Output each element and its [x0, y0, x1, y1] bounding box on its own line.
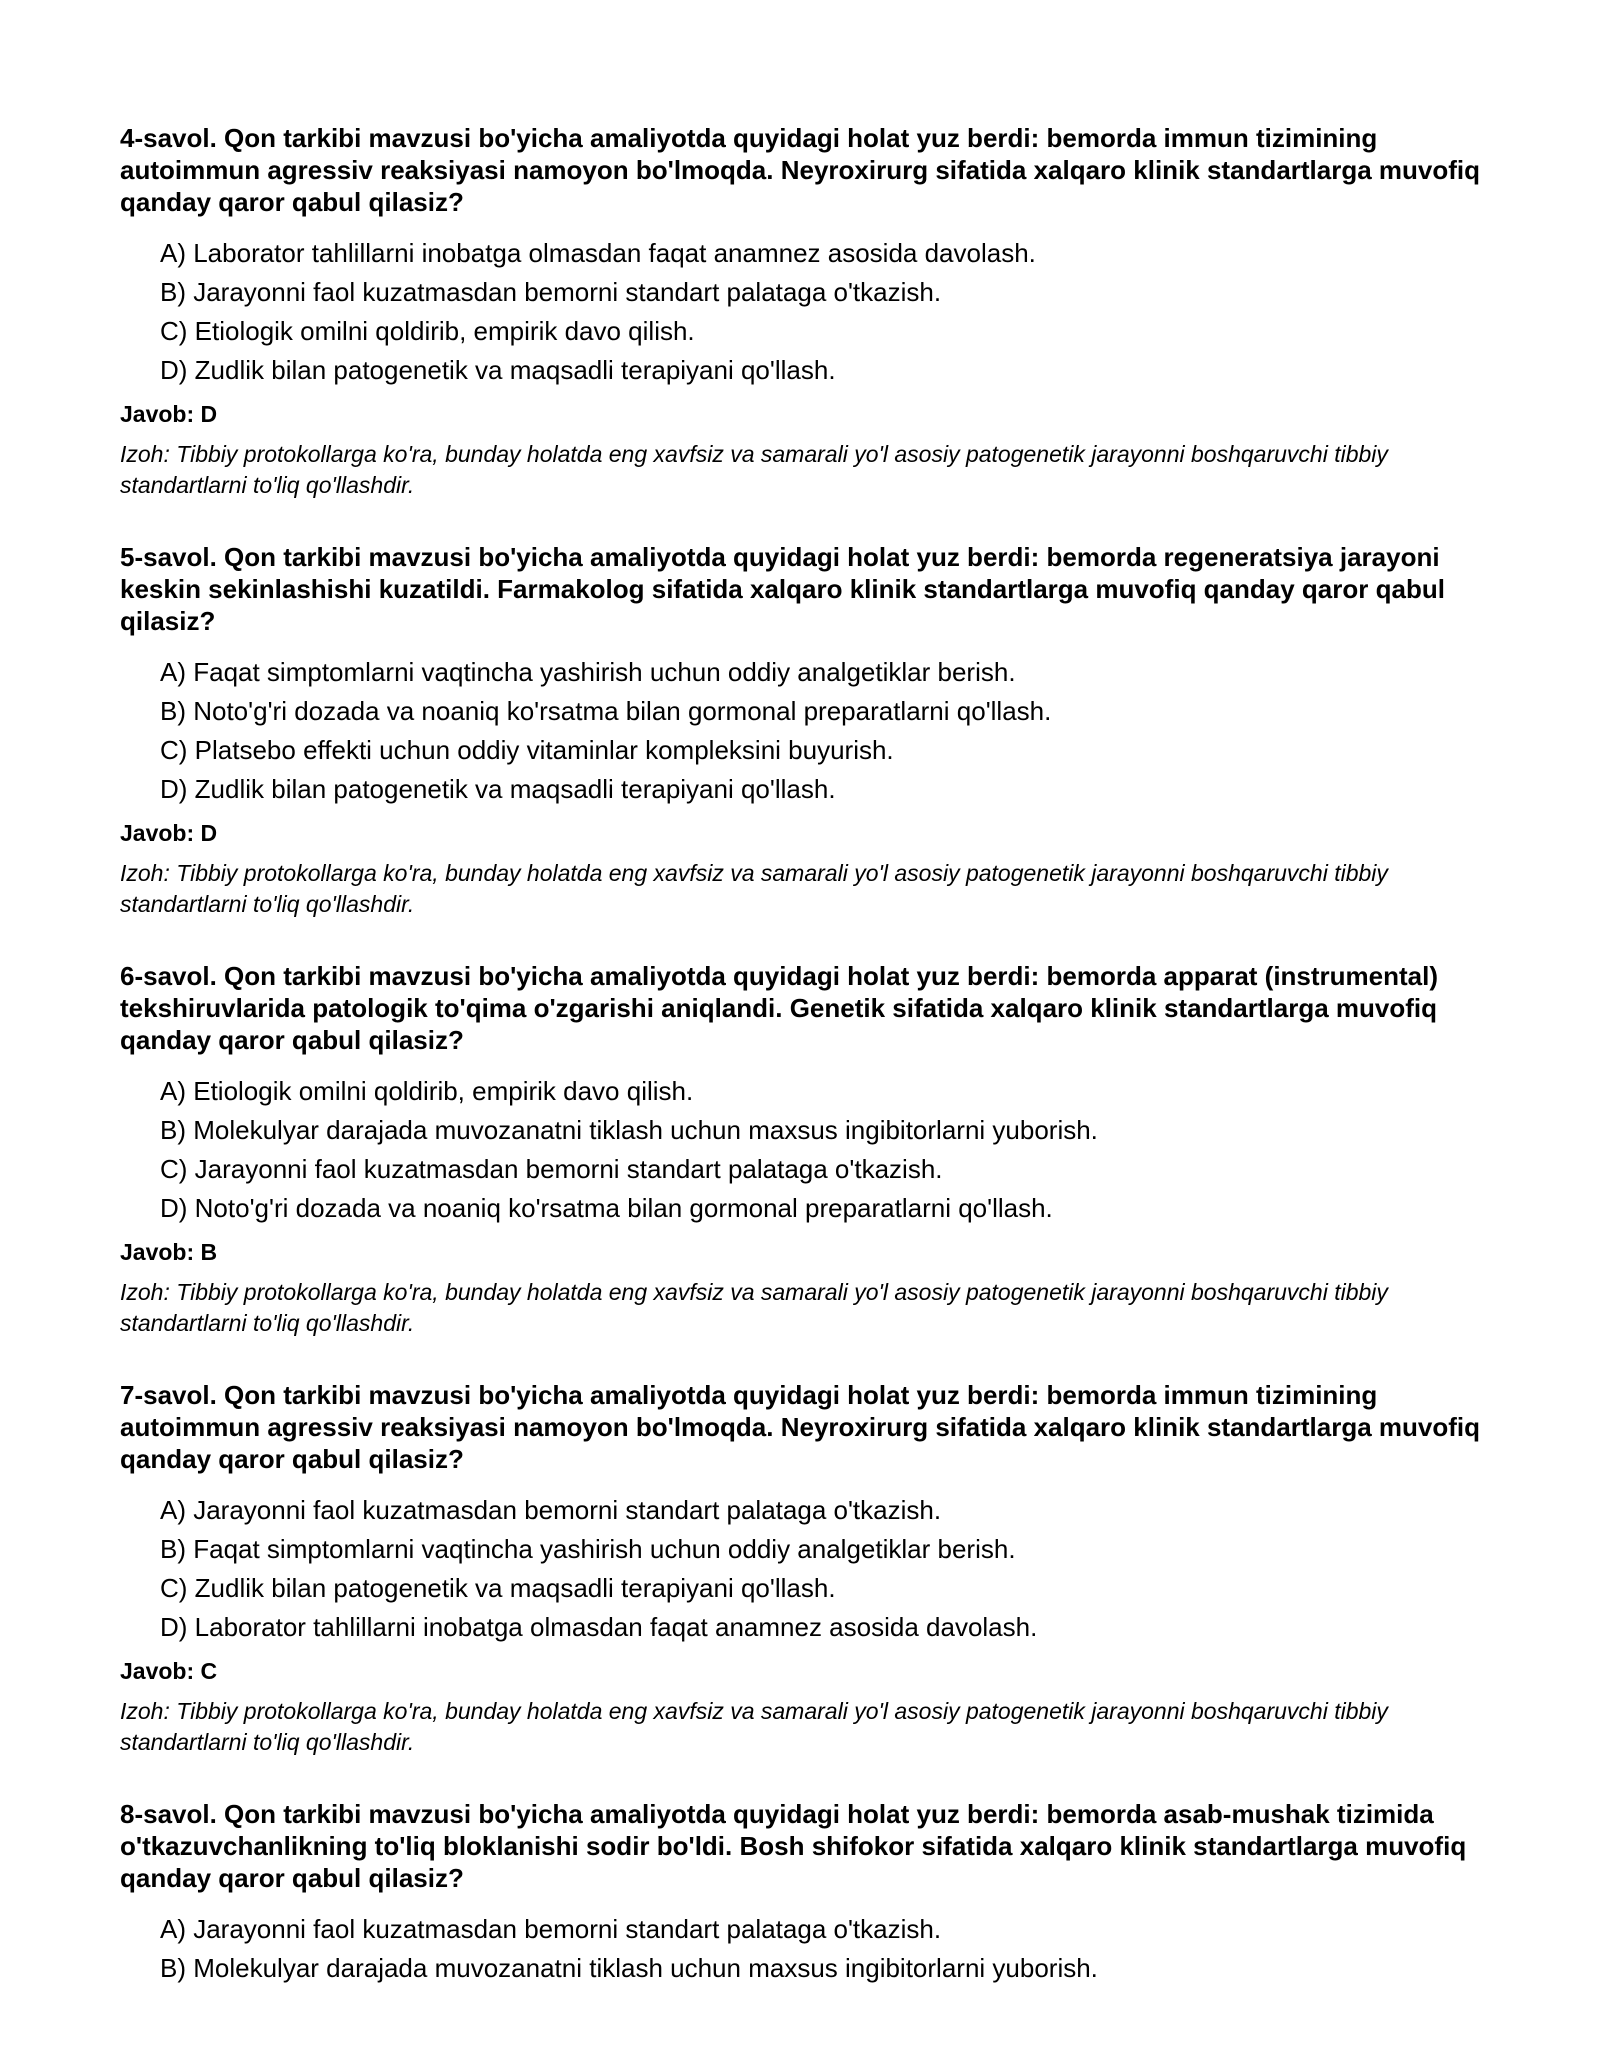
option-b: B) Molekulyar darajada muvozanatni tiklash uchun maxsus ingibitorlarni yuborish.	[160, 1115, 1098, 1145]
question-title: 5-savol. Qon tarkibi mavzusi bo'yicha amaliyotda quyidagi holat yuz berdi: bemorda regeneratsiya jarayoni keskin sekinlashishi kuzatildi. Farmakolog sifatida xalqaro klinik standartlarga muvofiq qanday qaror qabul qilasiz?	[120, 542, 1445, 636]
question-5	[120, 541, 1490, 920]
question-7	[120, 1379, 1490, 1758]
option-b: B) Noto'g'ri dozada va noaniq ko'rsatma bilan gormonal preparatlarni qo'llash.	[160, 696, 1052, 726]
question-title: 4-savol. Qon tarkibi mavzusi bo'yicha amaliyotda quyidagi holat yuz berdi: bemorda immun tizimining autoimmun agressiv reaksiyasi namoyon bo'lmoqda. Neyroxirurg sifatida xalqaro klinik standartlarga muvofiq qanday qaror qabul qilasiz?	[120, 123, 1481, 217]
answer: Javob: D	[120, 401, 218, 427]
option-b: B) Jarayonni faol kuzatmasdan bemorni standart palataga o'tkazish.	[160, 277, 942, 307]
options-list	[120, 1072, 1490, 1228]
option-c: C) Zudlik bilan patogenetik va maqsadli terapiyani qo'llash.	[160, 1573, 836, 1603]
options-list	[120, 653, 1490, 809]
answer: Javob: B	[120, 1239, 218, 1265]
answer: Javob: D	[120, 820, 218, 846]
option-b: B) Faqat simptomlarni vaqtincha yashirish uchun oddiy analgetiklar berish.	[160, 1534, 1016, 1564]
options-list	[120, 234, 1490, 390]
explanation: Izoh: Tibbiy protokollarga ko'ra, bunday holatda eng xavfsiz va samarali yo'l asosiy patogenetik jarayonni boshqaruvchi tibbiy standartlarni to'liq qo'llashdir.	[120, 1698, 1388, 1755]
option-a: A) Jarayonni faol kuzatmasdan bemorni standart palataga o'tkazish.	[160, 1495, 942, 1525]
option-d: D) Zudlik bilan patogenetik va maqsadli terapiyani qo'llash.	[160, 774, 836, 804]
option-a: A) Etiologik omilni qoldirib, empirik davo qilish.	[160, 1076, 694, 1106]
options-list	[120, 1491, 1490, 1647]
question-6	[120, 960, 1490, 1339]
option-a: A) Jarayonni faol kuzatmasdan bemorni standart palataga o'tkazish.	[160, 1914, 942, 1944]
option-a: A) Faqat simptomlarni vaqtincha yashirish uchun oddiy analgetiklar berish.	[160, 657, 1016, 687]
option-d: D) Laborator tahlillarni inobatga olmasdan faqat anamnez asosida davolash.	[160, 1612, 1038, 1642]
option-d: D) Zudlik bilan patogenetik va maqsadli terapiyani qo'llash.	[160, 355, 836, 385]
option-b: B) Molekulyar darajada muvozanatni tiklash uchun maxsus ingibitorlarni yuborish.	[160, 1953, 1098, 1983]
question-title: 8-savol. Qon tarkibi mavzusi bo'yicha amaliyotda quyidagi holat yuz berdi: bemorda asab-mushak tizimida o'tkazuvchanlikning to'liq bloklanishi sodir bo'ldi. Bosh shifokor sifatida xalqaro klinik standartlarga muvofiq qanday qaror qabul qilasiz?	[120, 1799, 1467, 1893]
answer: Javob: C	[120, 1658, 218, 1684]
question-title: 7-savol. Qon tarkibi mavzusi bo'yicha amaliyotda quyidagi holat yuz berdi: bemorda immun tizimining autoimmun agressiv reaksiyasi namoyon bo'lmoqda. Neyroxirurg sifatida xalqaro klinik standartlarga muvofiq qanday qaror qabul qilasiz?	[120, 1380, 1481, 1474]
explanation: Izoh: Tibbiy protokollarga ko'ra, bunday holatda eng xavfsiz va samarali yo'l asosiy patogenetik jarayonni boshqaruvchi tibbiy standartlarni to'liq qo'llashdir.	[120, 1279, 1388, 1336]
option-c: C) Platsebo effekti uchun oddiy vitaminlar kompleksini buyurish.	[160, 735, 894, 765]
explanation: Izoh: Tibbiy protokollarga ko'ra, bunday holatda eng xavfsiz va samarali yo'l asosiy patogenetik jarayonni boshqaruvchi tibbiy standartlarni to'liq qo'llashdir.	[120, 860, 1388, 917]
question-8	[120, 1798, 1490, 1988]
question-4	[120, 122, 1490, 501]
options-list	[120, 1910, 1490, 1988]
question-title: 6-savol. Qon tarkibi mavzusi bo'yicha amaliyotda quyidagi holat yuz berdi: bemorda apparat (instrumental) tekshiruvlarida patologik to'qima o'zgarishi aniqlandi. Genetik sifatida xalqaro klinik standartlarga muvofiq qanday qaror qabul qilasiz?	[120, 961, 1439, 1055]
option-c: C) Etiologik omilni qoldirib, empirik davo qilish.	[160, 316, 695, 346]
option-a: A) Laborator tahlillarni inobatga olmasdan faqat anamnez asosida davolash.	[160, 238, 1036, 268]
option-c: C) Jarayonni faol kuzatmasdan bemorni standart palataga o'tkazish.	[160, 1154, 943, 1184]
document-page	[120, 122, 1490, 2028]
explanation: Izoh: Tibbiy protokollarga ko'ra, bunday holatda eng xavfsiz va samarali yo'l asosiy patogenetik jarayonni boshqaruvchi tibbiy standartlarni to'liq qo'llashdir.	[120, 441, 1388, 498]
option-d: D) Noto'g'ri dozada va noaniq ko'rsatma bilan gormonal preparatlarni qo'llash.	[160, 1193, 1053, 1223]
